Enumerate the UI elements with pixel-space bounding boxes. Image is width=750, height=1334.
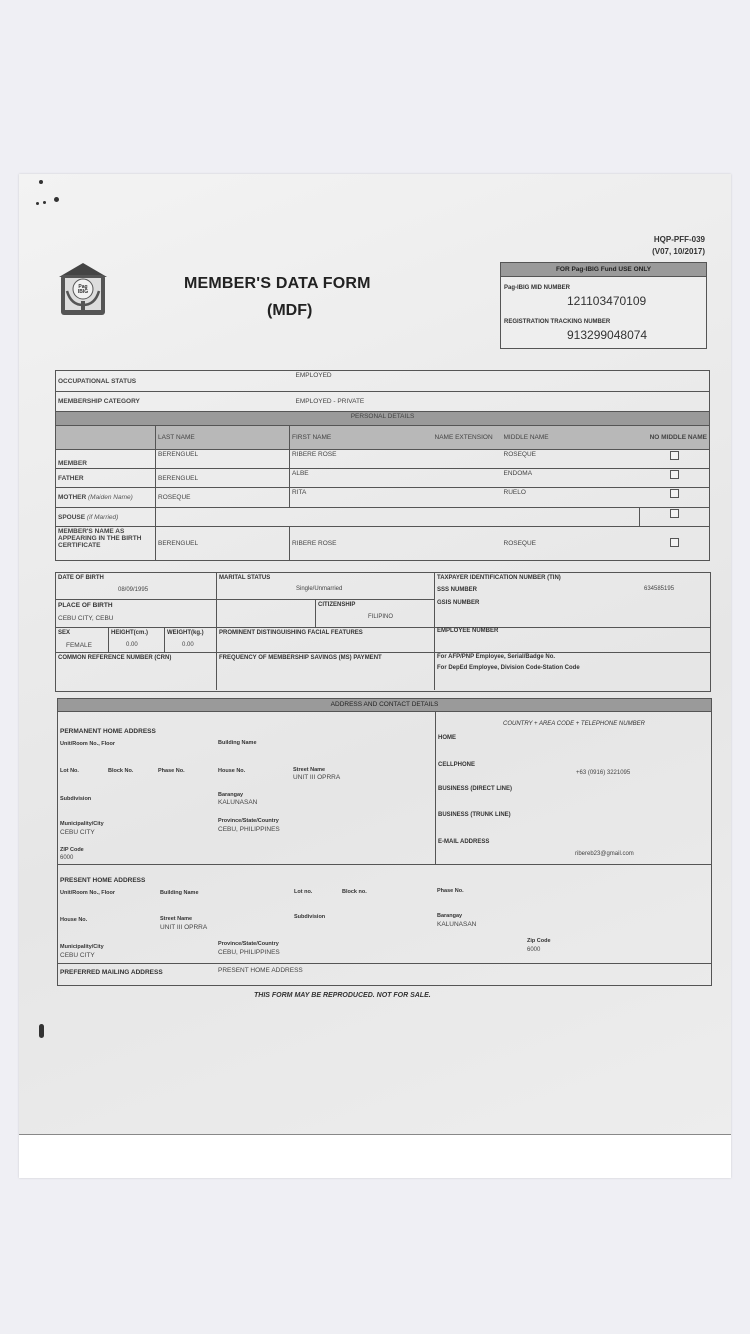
personal-details-table	[55, 370, 710, 561]
mother-label: MOTHER	[58, 494, 87, 501]
father-last-name: BERENGUEL	[156, 469, 290, 488]
perm-street-label: Street Name	[293, 767, 326, 773]
perm-province-label: Province/State/Country	[218, 818, 279, 824]
pres-barangay-value: KALUNASAN	[437, 921, 477, 928]
pres-lot-label: Lot no.	[294, 889, 313, 895]
tracking-number-value: 913299048074	[567, 328, 648, 342]
afp-pnp-label: For AFP/PNP Employee, Serial/Badge No.	[437, 654, 556, 660]
pres-zip-label: Zip Code	[527, 938, 551, 944]
marital-status-label: MARITAL STATUS	[219, 575, 271, 581]
contact-header: COUNTRY + AREA CODE + TELEPHONE NUMBER	[503, 721, 645, 727]
weight-label: WEIGHT(kg.)	[167, 630, 204, 636]
member-middle-name: ROSEQUE	[502, 450, 640, 469]
business-trunk-label: BUSINESS (TRUNK LINE)	[438, 812, 511, 818]
mother-row-label	[56, 488, 156, 508]
scanned-page	[19, 174, 731, 1135]
member-no-middle-name[interactable]	[640, 450, 710, 469]
reproduction-note: THIS FORM MAY BE REPRODUCED. NOT FOR SALE.	[254, 992, 431, 999]
citizenship-value: FILIPINO	[368, 614, 394, 620]
mother-no-middle-name[interactable]	[640, 488, 710, 508]
pres-block-label: Block no.	[342, 889, 367, 895]
citizenship-label: CITIZENSHIP	[318, 602, 356, 608]
crn-label: COMMON REFERENCE NUMBER (CRN)	[58, 655, 172, 661]
checkbox-icon[interactable]	[670, 509, 679, 518]
gsis-label: GSIS NUMBER	[437, 600, 480, 606]
membership-category-row	[56, 392, 710, 412]
father-row-label: FATHER	[56, 469, 156, 488]
occupational-status-value: EMPLOYED	[290, 371, 710, 392]
divider	[56, 599, 434, 600]
spouse-row	[56, 508, 710, 527]
form-subtitle: (MDF)	[267, 302, 313, 319]
membership-category-value: EMPLOYED - PRIVATE	[290, 392, 710, 412]
col-middle-name: MIDDLE NAME	[502, 426, 640, 450]
divider	[164, 627, 165, 652]
pres-province-value: CEBU, PHILIPPINES	[218, 949, 280, 956]
speck	[39, 1024, 44, 1038]
perm-block-label: Block No.	[108, 768, 134, 774]
checkbox-icon[interactable]	[670, 451, 679, 460]
member-name-extension	[433, 450, 502, 469]
bc-name-extension	[433, 527, 502, 561]
height-value: 0.00	[126, 642, 138, 648]
divider	[216, 573, 217, 690]
weight-value: 0.00	[182, 642, 194, 648]
spouse-label-note: (if Married)	[86, 513, 119, 521]
blank-header	[56, 426, 156, 450]
business-direct-label: BUSINESS (DIRECT LINE)	[438, 786, 513, 792]
divider	[56, 652, 434, 653]
cellphone-value: +63 (0916) 3221095	[576, 770, 631, 776]
perm-barangay-value: KALUNASAN	[218, 799, 258, 806]
form-version: (V07, 10/2017)	[652, 247, 705, 256]
bc-no-middle-name[interactable]	[640, 527, 710, 561]
fund-use-box	[500, 262, 707, 349]
pag-ibig-logo	[57, 261, 109, 316]
pres-barangay-label: Barangay	[437, 913, 463, 919]
col-last-name: LAST NAME	[156, 426, 290, 450]
member-last-name: BERENGUEL	[156, 450, 290, 469]
perm-building-label: Building Name	[218, 740, 257, 746]
email-value: ribereb23@gmail.com	[575, 851, 634, 857]
mid-number-value: 121103470109	[567, 294, 647, 308]
marital-status-value: Single/Unmarried	[296, 586, 343, 592]
checkbox-icon[interactable]	[670, 538, 679, 547]
tracking-number-label: REGISTRATION TRACKING NUMBER	[504, 319, 611, 325]
speck	[36, 202, 39, 205]
perm-city-label: Municipality/City	[60, 821, 104, 827]
perm-house-label: House No.	[218, 768, 246, 774]
divider	[434, 573, 435, 690]
perm-subdivision-label: Subdivision	[60, 796, 92, 802]
father-name-extension	[433, 469, 502, 488]
occupational-status-label: OCCUPATIONAL STATUS	[56, 371, 290, 392]
sex-label: SEX	[58, 630, 71, 636]
pres-zip-value: 6000	[527, 947, 541, 953]
pres-street-label: Street Name	[160, 916, 193, 922]
mother-last-name: ROSEQUE	[156, 488, 290, 508]
speck	[54, 197, 59, 202]
facial-features-label: PROMINENT DISTINGUISHING FACIAL FEATURES	[219, 630, 363, 636]
mother-first-name: RITA	[290, 488, 433, 508]
spouse-name	[156, 508, 640, 527]
spouse-label: SPOUSE	[58, 513, 86, 521]
spouse-row-label	[56, 508, 156, 527]
father-first-name: ALBE	[290, 469, 433, 488]
mother-middle-name: RUELO	[502, 488, 640, 508]
father-middle-name: ENDOMA	[502, 469, 640, 488]
mailing-address-value: PRESENT HOME ADDRESS	[218, 967, 303, 974]
logo-text: Pag	[78, 284, 88, 290]
sss-value: 634585195	[644, 586, 675, 592]
perm-barangay-label: Barangay	[218, 792, 244, 798]
cellphone-label: CELLPHONE	[438, 762, 476, 768]
pres-province-label: Province/State/Country	[218, 941, 279, 947]
form-code-number: HQP-PFF-039	[653, 235, 705, 244]
member-row	[56, 450, 710, 469]
mother-row	[56, 488, 710, 508]
bc-first-name: RIBERE ROSE	[290, 527, 433, 561]
perm-phase-label: Phase No.	[158, 768, 185, 774]
mother-label-note: (Maiden Name)	[87, 494, 133, 501]
pob-value: CEBU CITY, CEBU	[58, 615, 114, 622]
divider	[435, 711, 436, 864]
speck	[39, 180, 43, 184]
birth-certificate-name-row	[56, 527, 710, 561]
personal-info-block	[55, 572, 711, 692]
mother-name-extension	[433, 488, 502, 508]
address-section-title: ADDRESS AND CONTACT DETAILS	[58, 699, 711, 712]
pres-city-value: CEBU CITY	[60, 952, 95, 959]
employee-number-label: EMPLOYEE NUMBER	[437, 628, 499, 634]
pres-city-label: Municipality/City	[60, 944, 104, 950]
birth-certificate-row-label: MEMBER'S NAME AS APPEARING IN THE BIRTH CERTIFICATE	[56, 527, 156, 561]
mailing-address-label: PREFERRED MAILING ADDRESS	[60, 969, 163, 976]
checkbox-icon[interactable]	[670, 489, 679, 498]
sex-value: FEMALE	[66, 642, 93, 649]
father-no-middle-name[interactable]	[640, 469, 710, 488]
form-code	[652, 234, 705, 258]
pres-building-label: Building Name	[160, 890, 199, 896]
checkbox-icon[interactable]	[670, 470, 679, 479]
spouse-no-middle-name[interactable]	[640, 508, 710, 527]
sss-label: SSS NUMBER	[437, 587, 478, 593]
deped-label: For DepEd Employee, Division Code-Station Code	[437, 665, 580, 671]
pres-unit-label: Unit/Room No., Floor	[60, 890, 115, 896]
pres-street-value: UNIT III OPRRA	[160, 924, 208, 931]
permanent-address-title: PERMANENT HOME ADDRESS	[60, 728, 156, 735]
perm-province-value: CEBU, PHILIPPINES	[218, 826, 280, 833]
mid-number-label: Pag-IBIG MID NUMBER	[504, 285, 570, 291]
divider	[58, 963, 711, 964]
membership-category-label: MEMBERSHIP CATEGORY	[56, 392, 290, 412]
divider	[434, 652, 710, 653]
email-label: E-MAIL ADDRESS	[438, 839, 490, 845]
name-columns-header	[56, 426, 710, 450]
bc-middle-name: ROSEQUE	[502, 527, 640, 561]
address-section	[57, 698, 712, 986]
pres-house-label: House No.	[60, 917, 88, 923]
divider	[108, 627, 109, 652]
tin-label: TAXPAYER IDENTIFICATION NUMBER (TIN)	[437, 575, 561, 581]
form-title: MEMBER'S DATA FORM	[184, 275, 371, 292]
father-row	[56, 469, 710, 488]
occupational-status-row	[56, 371, 710, 392]
svg-text:IBIG: IBIG	[77, 289, 89, 295]
perm-zip-label: ZIP Code	[60, 847, 84, 853]
scanned-document	[19, 174, 731, 1178]
present-address-title: PRESENT HOME ADDRESS	[60, 877, 146, 884]
col-first-name: FIRST NAME	[290, 426, 433, 450]
height-label: HEIGHT(cm.)	[111, 630, 149, 636]
pres-subdivision-label: Subdivision	[294, 914, 326, 920]
col-no-middle-name: NO MIDDLE NAME	[640, 426, 710, 450]
personal-details-title: PERSONAL DETAILS	[56, 412, 710, 426]
member-row-label: MEMBER	[56, 450, 156, 469]
home-phone-label: HOME	[438, 735, 456, 741]
perm-city-value: CEBU CITY	[60, 829, 95, 836]
speck	[43, 201, 46, 204]
pob-label: PLACE OF BIRTH	[58, 602, 113, 609]
perm-unit-label: Unit/Room No., Floor	[60, 741, 115, 747]
pres-phase-label: Phase No.	[437, 888, 464, 894]
fund-use-heading: FOR Pag-IBIG Fund USE ONLY	[501, 263, 706, 277]
divider	[315, 599, 316, 627]
col-name-extension: NAME EXTENSION	[433, 426, 502, 450]
divider	[58, 864, 711, 865]
dob-label: DATE OF BIRTH	[58, 575, 104, 581]
divider	[56, 627, 434, 628]
bc-last-name: BERENGUEL	[156, 527, 290, 561]
perm-zip-value: 6000	[60, 855, 74, 861]
personal-details-header	[56, 412, 710, 426]
frequency-label: FREQUENCY OF MEMBERSHIP SAVINGS (MS) PAYMENT	[219, 655, 382, 661]
dob-value: 08/09/1995	[118, 587, 149, 593]
member-first-name: RIBERE ROSE	[290, 450, 433, 469]
perm-street-value: UNIT III OPRRA	[293, 774, 341, 781]
perm-lot-label: Lot No.	[60, 768, 79, 774]
